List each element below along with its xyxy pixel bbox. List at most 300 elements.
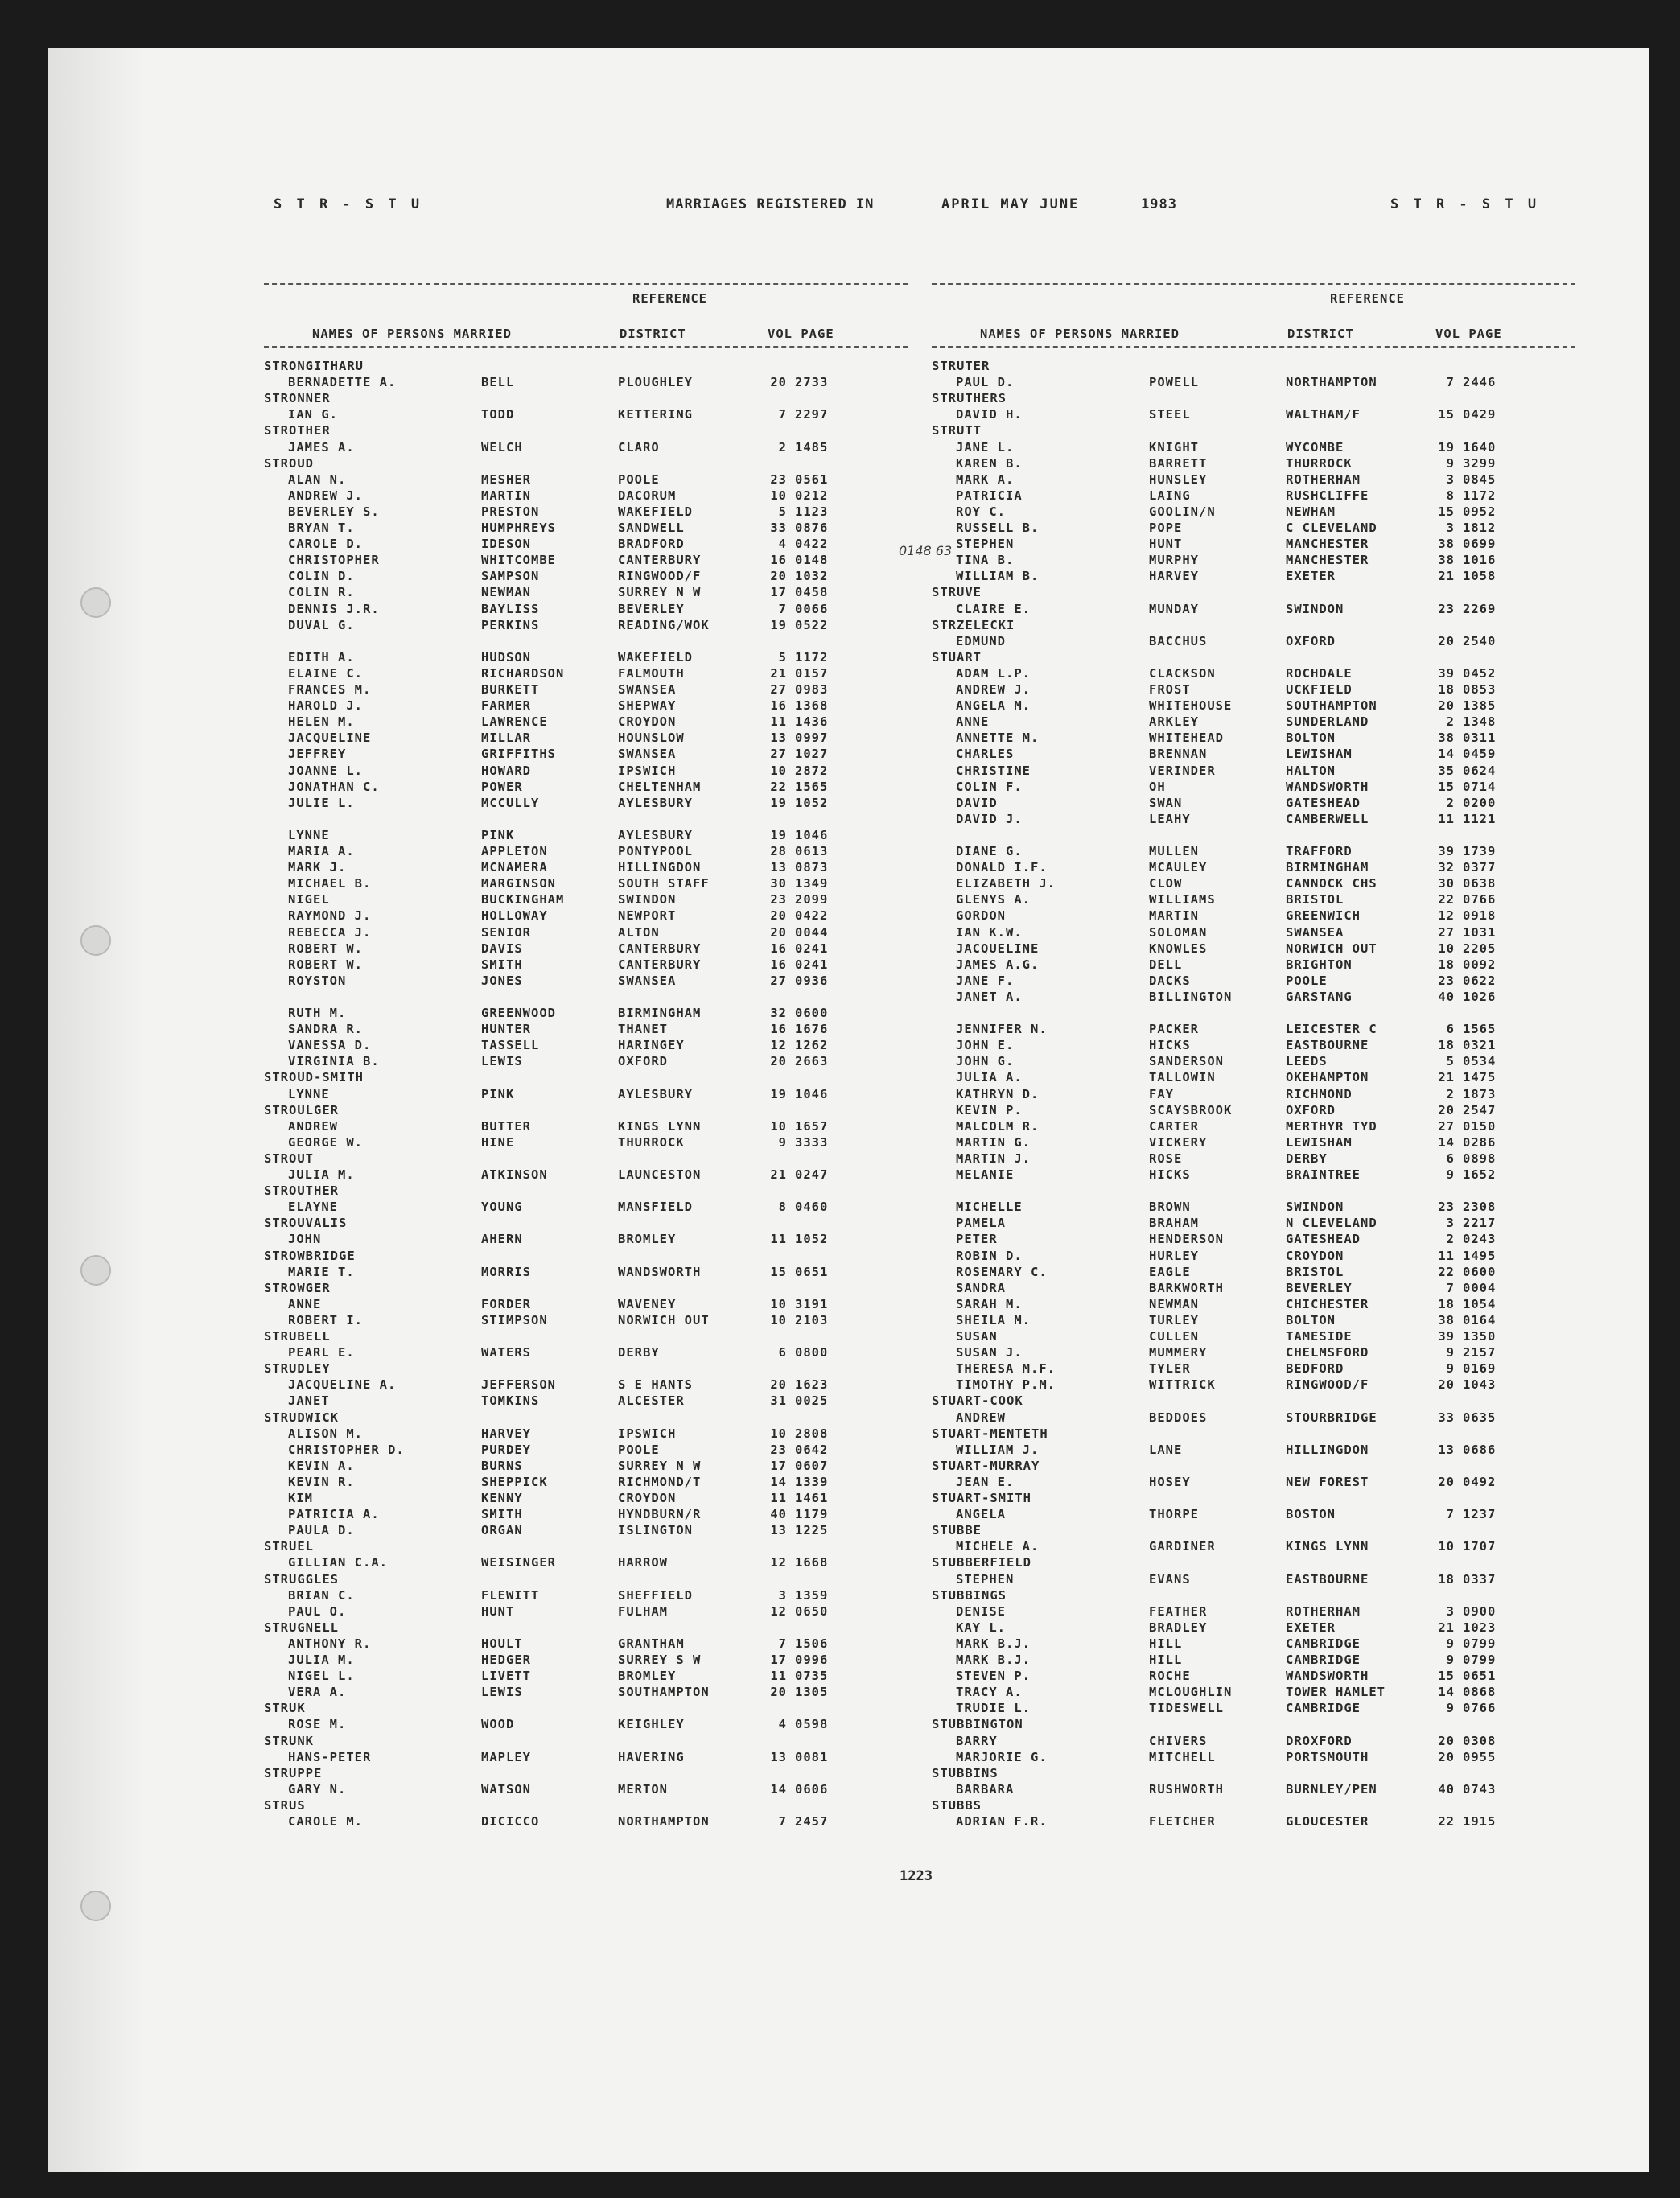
- district: BRAINTREE: [1286, 1167, 1361, 1182]
- marriage-entry: [264, 1604, 908, 1620]
- given-name: MARIE T.: [288, 1264, 355, 1279]
- page-ref: 1739: [1463, 844, 1497, 858]
- given-name: WILLIAM J.: [956, 1442, 1040, 1457]
- given-name: MARTIN G.: [956, 1134, 1031, 1150]
- district: SURREY N W: [618, 1458, 702, 1473]
- volume: 7: [778, 601, 787, 616]
- spouse-surname: LANE: [1149, 1442, 1183, 1457]
- given-name: ANNETTE M.: [956, 731, 1040, 746]
- surname-heading: [264, 423, 908, 438]
- given-name: ANNE: [288, 1296, 322, 1311]
- surname-heading: [264, 391, 908, 406]
- volume: 20: [770, 1377, 787, 1393]
- marriage-entry: [264, 1167, 908, 1183]
- spouse-surname: TALLOWIN: [1149, 1070, 1216, 1085]
- given-name: PATRICIA A.: [288, 1507, 380, 1522]
- spouse-surname: EVANS: [1149, 1571, 1191, 1587]
- page-ref: 0600: [1463, 1264, 1497, 1279]
- marriage-entry: [264, 537, 908, 552]
- given-name: ROYSTON: [288, 973, 347, 988]
- volume: 19: [770, 1086, 787, 1101]
- volume: 15: [770, 1264, 787, 1279]
- marriage-entry: [264, 925, 908, 941]
- spouse-surname: LIVETT: [481, 1669, 531, 1684]
- given-name: JOANNE L.: [288, 763, 363, 778]
- surname: STROTHER: [264, 423, 331, 438]
- given-name: WILLIAM B.: [956, 569, 1040, 584]
- surname-heading: [264, 1734, 908, 1749]
- page-ref: 0337: [1463, 1571, 1497, 1587]
- page-ref: 0651: [795, 1264, 829, 1279]
- surname: STRUK: [264, 1701, 306, 1716]
- page-ref: 2540: [1463, 633, 1497, 648]
- spouse-surname: WHITEHEAD: [1149, 731, 1224, 746]
- marriage-entry: [932, 908, 1575, 924]
- binder-hole: [80, 1891, 111, 1921]
- spouse-surname: SHEPPICK: [481, 1474, 548, 1489]
- given-name: MICHAEL B.: [288, 876, 372, 891]
- district: WAKEFIELD: [618, 504, 693, 519]
- given-name: ADAM L.P.: [956, 665, 1031, 681]
- page-ref: 1046: [795, 827, 829, 842]
- given-name: HAROLD J.: [288, 698, 363, 714]
- district: RINGWOOD/F: [618, 569, 702, 584]
- volume: 23: [1438, 973, 1455, 988]
- spouse-surname: HILL: [1149, 1636, 1183, 1651]
- volume: 38: [1438, 537, 1455, 552]
- volume: 20: [1438, 1377, 1455, 1393]
- page-ref: 0635: [1463, 1410, 1497, 1425]
- spouse-surname: SMITH: [481, 957, 523, 972]
- marriage-entry: [932, 1281, 1575, 1296]
- district: MANCHESTER: [1286, 537, 1369, 552]
- district: WANDSWORTH: [1286, 1669, 1369, 1684]
- district: HAVERING: [618, 1749, 685, 1764]
- marriage-entry: [932, 957, 1575, 973]
- spouse-surname: VERINDER: [1149, 763, 1216, 778]
- volume: 20: [770, 924, 787, 940]
- given-name: JANET A.: [956, 989, 1023, 1004]
- marriage-entry: [932, 553, 1575, 568]
- volume: 27: [1438, 1118, 1455, 1134]
- surname-heading: [932, 1798, 1575, 1813]
- spouse-surname: HICKS: [1149, 1167, 1191, 1182]
- district: EASTBOURNE: [1286, 1038, 1369, 1053]
- marriage-entry: [264, 440, 908, 455]
- district: WANDSWORTH: [1286, 779, 1369, 794]
- marriage-entry: [932, 1572, 1575, 1587]
- district: BRISTOL: [1286, 892, 1344, 908]
- given-name: SUSAN J.: [956, 1345, 1023, 1360]
- page-ref: 0169: [1463, 1361, 1497, 1377]
- volume: 38: [1438, 1312, 1455, 1327]
- spouse-surname: OH: [1149, 779, 1166, 794]
- given-name: JOHN E.: [956, 1038, 1015, 1053]
- blank-line: [264, 990, 908, 1005]
- marriage-entry: [264, 1523, 908, 1538]
- district: RINGWOOD/F: [1286, 1377, 1369, 1393]
- page-ref: 1172: [1463, 488, 1497, 503]
- volume: 15: [1438, 779, 1455, 794]
- spouse-surname: TYLER: [1149, 1361, 1191, 1377]
- spouse-surname: WILLIAMS: [1149, 892, 1216, 908]
- volume: 16: [770, 1022, 787, 1037]
- page-ref: 1123: [795, 504, 829, 519]
- volume: 17: [770, 585, 787, 600]
- district: HARINGEY: [618, 1038, 685, 1053]
- volume: 7: [778, 1814, 787, 1829]
- spouse-surname: STEEL: [1149, 407, 1191, 422]
- surname: STROUVALIS: [264, 1216, 348, 1231]
- given-name: HANS-PETER: [288, 1749, 372, 1764]
- volume: 9: [1446, 1345, 1455, 1360]
- given-name: GLENYS A.: [956, 892, 1031, 908]
- surname: STRUDLEY: [264, 1361, 331, 1377]
- spouse-surname: TIDESWELL: [1149, 1701, 1224, 1716]
- marriage-entry: [264, 1200, 908, 1215]
- page-ref: 0598: [795, 1717, 829, 1732]
- given-name: PATRICIA: [956, 488, 1023, 503]
- surname: STROWGER: [264, 1280, 331, 1295]
- volume: 7: [778, 407, 787, 422]
- district: ROCHDALE: [1286, 665, 1353, 681]
- marriage-entry: [264, 747, 908, 762]
- given-name: BERNADETTE A.: [288, 375, 397, 390]
- district: LAUNCESTON: [618, 1167, 702, 1182]
- volume: 28: [770, 844, 787, 858]
- district: CANNOCK CHS: [1286, 876, 1377, 891]
- page-ref: 1915: [1463, 1814, 1497, 1829]
- district: GARSTANG: [1286, 989, 1353, 1004]
- given-name: KAY L.: [956, 1620, 1006, 1635]
- spouse-surname: WOOD: [481, 1717, 515, 1732]
- given-name: JULIA M.: [288, 1167, 355, 1182]
- volume: 10: [770, 1312, 787, 1327]
- page-ref: 0651: [1463, 1669, 1497, 1684]
- spouse-surname: HEDGER: [481, 1653, 531, 1667]
- page-ref: 2872: [795, 763, 829, 778]
- given-name: ELAYNE: [288, 1200, 338, 1215]
- register-period: APRIL MAY JUNE: [941, 196, 1080, 212]
- volume: 21: [1438, 1070, 1455, 1085]
- marriage-entry: [932, 876, 1575, 891]
- district: OXFORD: [1286, 633, 1336, 648]
- district: LEEDS: [1286, 1054, 1328, 1069]
- marriage-entry: [932, 892, 1575, 908]
- surname-heading: [932, 1491, 1575, 1506]
- surname-heading: [264, 1070, 908, 1085]
- spouse-surname: GOOLIN/N: [1149, 504, 1216, 519]
- district: MANCHESTER: [1286, 553, 1369, 568]
- volume: 2: [778, 439, 787, 455]
- marriage-entry: [264, 1669, 908, 1684]
- surname-heading: [932, 1523, 1575, 1538]
- surname: STUART-COOK: [932, 1393, 1023, 1409]
- district: AYLESBURY: [618, 795, 693, 810]
- given-name: GILLIAN C.A.: [288, 1555, 388, 1570]
- spouse-surname: CLOW: [1149, 876, 1183, 891]
- marriage-entry: [932, 844, 1575, 859]
- district: FALMOUTH: [618, 665, 685, 681]
- spouse-surname: EAGLE: [1149, 1264, 1191, 1279]
- volume: 23: [770, 471, 787, 487]
- volume: 9: [1446, 1167, 1455, 1182]
- page-ref: 2663: [795, 1054, 829, 1069]
- surname-heading: [932, 391, 1575, 406]
- spouse-surname: FORDER: [481, 1296, 531, 1311]
- given-name: MICHELE A.: [956, 1539, 1040, 1554]
- given-name: CHRISTOPHER D.: [288, 1442, 405, 1457]
- surname: STROUTHER: [264, 1183, 339, 1199]
- surname-heading: [932, 359, 1575, 374]
- page-ref: 1046: [795, 1086, 829, 1101]
- district: NORTHAMPTON: [1286, 375, 1377, 390]
- district: OXFORD: [1286, 1102, 1336, 1118]
- spouse-surname: APPLETON: [481, 844, 548, 858]
- given-name: BEVERLEY S.: [288, 504, 380, 519]
- given-name: MARK A.: [956, 471, 1015, 487]
- spouse-surname: BURKETT: [481, 682, 540, 697]
- spouse-surname: TODD: [481, 407, 515, 422]
- marriage-entry: [932, 1249, 1575, 1264]
- marriage-entry: [932, 812, 1575, 827]
- volume: 16: [770, 957, 787, 972]
- spouse-surname: JEFFERSON: [481, 1377, 556, 1393]
- district: HALTON: [1286, 763, 1336, 778]
- spouse-surname: ORGAN: [481, 1523, 523, 1538]
- page-ref: 1172: [795, 649, 829, 665]
- marriage-entry: [264, 796, 908, 811]
- marriage-entry: [932, 488, 1575, 504]
- district: OXFORD: [618, 1054, 668, 1069]
- district: THURROCK: [618, 1134, 685, 1150]
- district: KETTERING: [618, 407, 693, 422]
- volume: 20: [1438, 1749, 1455, 1764]
- page-ref: 3299: [1463, 455, 1497, 471]
- volume: 21: [770, 1167, 787, 1182]
- marriage-entry: [932, 1070, 1575, 1085]
- given-name: ELIZABETH J.: [956, 876, 1056, 891]
- volume: 5: [778, 504, 787, 519]
- page-ref: 1052: [795, 795, 829, 810]
- spouse-surname: VICKERY: [1149, 1134, 1208, 1150]
- page-ref: 2446: [1463, 375, 1497, 390]
- volume: 9: [1446, 1636, 1455, 1651]
- page-number: 1223: [900, 1868, 933, 1884]
- district: BEDFORD: [1286, 1361, 1344, 1377]
- page-ref: 0241: [795, 957, 829, 972]
- marriage-entry: [932, 990, 1575, 1005]
- page-ref: 1054: [1463, 1296, 1497, 1311]
- spouse-surname: ROSE: [1149, 1150, 1183, 1166]
- spouse-surname: BRAHAM: [1149, 1216, 1199, 1231]
- district: ALTON: [618, 924, 660, 940]
- spouse-surname: JONES: [481, 973, 523, 988]
- district: LEICESTER C: [1286, 1022, 1377, 1037]
- district: BROMLEY: [618, 1669, 677, 1684]
- volume: 23: [770, 1442, 787, 1457]
- given-name: ROSE M.: [288, 1717, 347, 1732]
- spouse-surname: HICKS: [1149, 1038, 1191, 1053]
- spouse-surname: DAVIS: [481, 941, 523, 956]
- page-ref: 0624: [1463, 763, 1497, 778]
- surname-heading: [264, 1410, 908, 1426]
- surname-heading: [932, 1393, 1575, 1409]
- page-ref: 0898: [1463, 1150, 1497, 1166]
- volume: 15: [1438, 1669, 1455, 1684]
- given-name: MARJORIE G.: [956, 1749, 1048, 1764]
- volume: 6: [1446, 1022, 1455, 1037]
- given-name: FRANCES M.: [288, 682, 372, 697]
- volume: 11: [770, 1491, 787, 1505]
- district-heading: DISTRICT: [620, 327, 686, 341]
- spouse-surname: MCNAMERA: [481, 860, 548, 875]
- page-ref: 0286: [1463, 1134, 1497, 1150]
- marriage-entry: [932, 973, 1575, 989]
- page-ref: 0735: [795, 1669, 829, 1684]
- marriage-entry: [264, 1555, 908, 1570]
- marriage-entry: [264, 650, 908, 665]
- page-ref: 0044: [795, 924, 829, 940]
- page-ref: 0004: [1463, 1280, 1497, 1295]
- district: CAMBRIDGE: [1286, 1636, 1361, 1651]
- given-name: JANE F.: [956, 973, 1015, 988]
- marriage-entry: [264, 569, 908, 584]
- marriage-entry: [932, 1313, 1575, 1328]
- given-name: TIMOTHY P.M.: [956, 1377, 1056, 1393]
- page-ref: 1873: [1463, 1086, 1497, 1101]
- spouse-surname: SENIOR: [481, 924, 531, 940]
- marriage-entry: [264, 1087, 908, 1102]
- district: AYLESBURY: [618, 1086, 693, 1101]
- surname-heading: [932, 650, 1575, 665]
- volume: 14: [770, 1781, 787, 1797]
- spouse-surname: HENDERSON: [1149, 1232, 1224, 1247]
- page-ref: 0936: [795, 973, 829, 988]
- page-ref: 1262: [795, 1038, 829, 1053]
- given-name: ANGELA M.: [956, 698, 1031, 714]
- district: CAMBRIDGE: [1286, 1653, 1361, 1667]
- spouse-surname: MURPHY: [1149, 553, 1199, 568]
- given-name: DONALD I.F.: [956, 860, 1048, 875]
- marriage-entry: [264, 780, 908, 795]
- spouse-surname: PURDEY: [481, 1442, 531, 1457]
- volume: 2: [1446, 1232, 1455, 1247]
- surname: STUBBERFIELD: [932, 1555, 1031, 1570]
- marriage-entry: [932, 602, 1575, 617]
- marriage-entry: [264, 1345, 908, 1360]
- given-name: GORDON: [956, 908, 1006, 924]
- marriage-entry: [264, 666, 908, 681]
- surname: STRUDWICK: [264, 1410, 339, 1425]
- marriage-entry: [932, 731, 1575, 746]
- spouse-surname: STIMPSON: [481, 1312, 548, 1327]
- given-name: SANDRA R.: [288, 1022, 363, 1037]
- surname-heading: [932, 1459, 1575, 1474]
- district: SWINDON: [1286, 601, 1344, 616]
- page-ref: 0799: [1463, 1653, 1497, 1667]
- surname: STUBBS: [932, 1797, 982, 1813]
- volume: 12: [770, 1603, 787, 1619]
- spouse-surname: ARKLEY: [1149, 714, 1199, 730]
- spouse-surname: BARKWORTH: [1149, 1280, 1224, 1295]
- district: TRAFFORD: [1286, 844, 1353, 858]
- page-ref: 1016: [1463, 553, 1497, 568]
- district: HOUNSLOW: [618, 731, 685, 746]
- spouse-surname: GREENWOOD: [481, 1006, 556, 1020]
- surname: STRUEL: [264, 1539, 314, 1554]
- district: CLARO: [618, 439, 660, 455]
- volume: 8: [778, 1200, 787, 1215]
- given-name: BRIAN C.: [288, 1587, 355, 1603]
- surname-heading: [932, 423, 1575, 438]
- page-ref: 1668: [795, 1555, 829, 1570]
- district: BOSTON: [1286, 1507, 1336, 1522]
- volume: 32: [1438, 860, 1455, 875]
- district: POOLE: [618, 1442, 660, 1457]
- marriage-entry: [264, 1297, 908, 1312]
- marriage-entry: [932, 1135, 1575, 1150]
- marriage-entry: [932, 925, 1575, 941]
- page-ref: 2547: [1463, 1102, 1497, 1118]
- surname: STRONNER: [264, 391, 331, 406]
- spouse-surname: BELL: [481, 375, 515, 390]
- volume: 39: [1438, 1329, 1455, 1344]
- page-ref: 0429: [1463, 407, 1497, 422]
- volume: 12: [770, 1555, 787, 1570]
- surname-heading: [932, 1717, 1575, 1732]
- given-name: JANET: [288, 1393, 330, 1409]
- marriage-entry: [264, 1685, 908, 1700]
- marriage-entry: [932, 1475, 1575, 1490]
- page-ref: 0996: [795, 1653, 829, 1667]
- volume: 14: [1438, 1685, 1455, 1700]
- spouse-surname: ATKINSON: [481, 1167, 548, 1182]
- page-ref: 0766: [1463, 1701, 1497, 1716]
- volume: 3: [1446, 471, 1455, 487]
- spouse-surname: TURLEY: [1149, 1312, 1199, 1327]
- given-name: JAMES A.: [288, 439, 355, 455]
- volume: 16: [770, 553, 787, 568]
- marriage-entry: [932, 1119, 1575, 1134]
- blank-line: [264, 812, 908, 827]
- page-ref: 0458: [795, 585, 829, 600]
- given-name: EDMUND: [956, 633, 1006, 648]
- page-ref: 1225: [795, 1523, 829, 1538]
- spouse-surname: PINK: [481, 827, 515, 842]
- blank-line: [932, 828, 1575, 843]
- volume: 11: [1438, 1248, 1455, 1263]
- spouse-surname: POPE: [1149, 521, 1183, 535]
- page-ref: 0952: [1463, 504, 1497, 519]
- marriage-entry: [932, 1216, 1575, 1231]
- page-ref: 0997: [795, 731, 829, 746]
- district: CANTERBURY: [618, 957, 702, 972]
- volume: 11: [1438, 811, 1455, 826]
- spouse-surname: BARRETT: [1149, 455, 1208, 471]
- marriage-entry: [264, 1135, 908, 1150]
- page-ref: 1676: [795, 1022, 829, 1037]
- page-ref: 0200: [1463, 795, 1497, 810]
- spouse-surname: CLACKSON: [1149, 665, 1216, 681]
- given-name: MARK B.J.: [956, 1653, 1031, 1667]
- surname: STUART-SMITH: [932, 1491, 1031, 1505]
- marriage-entry: [932, 1750, 1575, 1765]
- volume: 13: [770, 860, 787, 875]
- district: SANDWELL: [618, 521, 685, 535]
- volume: 22: [1438, 892, 1455, 908]
- given-name: JENNIFER N.: [956, 1022, 1048, 1037]
